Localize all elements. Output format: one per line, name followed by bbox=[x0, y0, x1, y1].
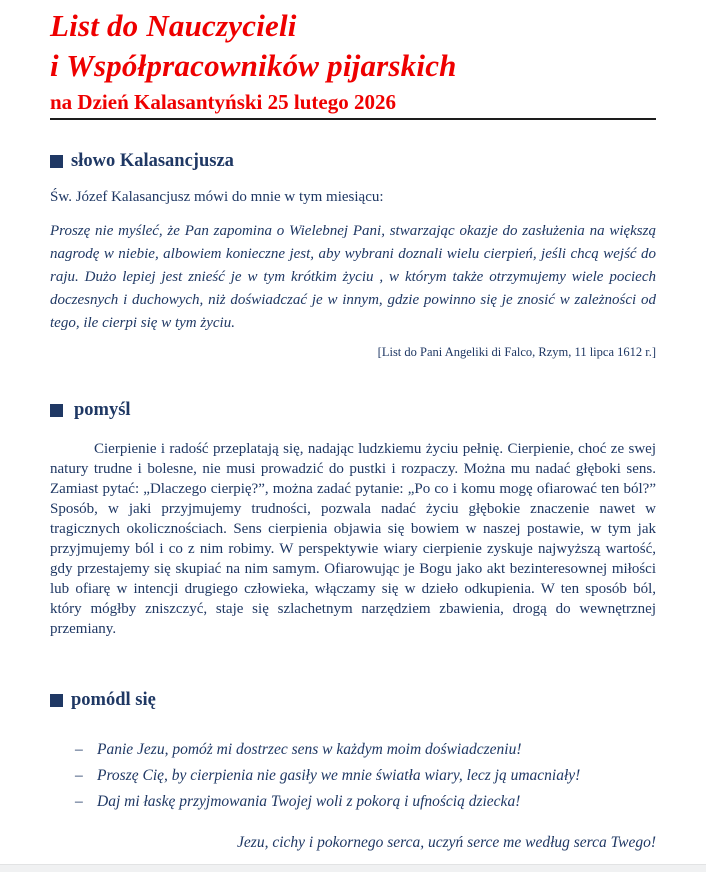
next-page-edge bbox=[0, 864, 706, 872]
section-pray bbox=[50, 689, 656, 853]
section-heading-think bbox=[50, 399, 656, 421]
word-quote-text: Proszę nie myśleć, że Pan zapomina o Wielebnej Pani, stwarzając okazje do zasłużenia na większą nagrodę w niebie, albowiem konieczne jest, aby wybrani doznali wielu cierpień, jeśli chcą wejść do raju. Dużo lepiej jest znieść je w tym krótkim życiu , w którym także otrzymujemy wiele pociech doczesnych i duchowych, niż doświadczać je w innym, gdzie powinno się je znosić w zależności od tego, ile cierpi się w tym życiu. bbox=[50, 223, 656, 331]
list-item bbox=[75, 789, 656, 815]
list-item bbox=[75, 737, 656, 763]
page-title-line-2: i Współpracowników pijarskich bbox=[50, 48, 457, 83]
prayer-item-text: Panie Jezu, pomóż mi dostrzec sens w każdym moim doświadczeniu! bbox=[97, 741, 522, 758]
section-heading-think-label: pomyśl bbox=[74, 400, 131, 420]
list-item bbox=[75, 763, 656, 789]
section-heading-word bbox=[50, 150, 656, 172]
masthead bbox=[50, 6, 656, 120]
masthead-divider bbox=[50, 118, 656, 120]
word-intro-text: Św. Józef Kalasancjusz mówi do mnie w tym miesiącu: bbox=[50, 189, 384, 205]
section-think bbox=[50, 399, 656, 639]
prayer-list bbox=[50, 737, 656, 815]
section-heading-word-label: słowo Kalasancjusza bbox=[71, 151, 234, 171]
think-body-text: Cierpienie i radość przeplatają się, nadając ludzkiemu życiu pełnię. Cierpienie, choć ze swej natury trudne i bolesne, nie musi prowadzić do pustki i rozpaczy. Można mu nadać głęboki sens. Zamiast pytać: „Dlaczego cierpię?”, można zadać pytanie: „Po co i komu mogę ofiarować ten ból?” Sposób, w jaki przyjmujemy trudności, pozwala nadać życiu głębokie znaczenie nawet w tragicznych okolicznościach. Sens cierpienia objawia się bowiem w naszej postawie, w tym jak przyjmujemy ból i co z nim robimy. W perspektywie wiary cierpienie zyskuje najwyższą wartość, gdy przestajemy się skupiać na nim samym. Ofiarowując je Bogu jako akt bezinteresownej miłości lub ofiarę w intencji drugiego człowieka, włączamy się w dzieło odkupienia. W ten sposób ból, który mógłby zniszczyć, staje się szlachetnym narzędziem zbawienia, drogą do wewnętrznej przemiany. bbox=[50, 441, 656, 637]
dash-bullet-icon: – bbox=[75, 793, 83, 810]
square-bullet-icon bbox=[50, 404, 63, 417]
page-subtitle: na Dzień Kalasantyński 25 lutego 2026 bbox=[50, 90, 396, 114]
section-word bbox=[50, 150, 656, 361]
word-quote-citation: [List do Pani Angeliki di Falco, Rzym, 11 lipca 1612 r.] bbox=[377, 345, 656, 359]
dash-bullet-icon: – bbox=[75, 767, 83, 784]
closing-prayer-text: Jezu, cichy i pokornego serca, uczyń serce me według serca Twego! bbox=[237, 834, 656, 851]
prayer-item-text: Daj mi łaskę przyjmowania Twojej woli z pokorą i ufnością dziecka! bbox=[97, 793, 521, 810]
section-heading-pray-label: pomódl się bbox=[71, 690, 156, 710]
square-bullet-icon bbox=[50, 694, 63, 707]
section-heading-pray bbox=[50, 689, 656, 711]
dash-bullet-icon: – bbox=[75, 741, 83, 758]
prayer-item-text: Proszę Cię, by cierpienia nie gasiły we mnie światła wiary, lecz ją umacniały! bbox=[97, 767, 581, 784]
square-bullet-icon bbox=[50, 155, 63, 168]
page-title-line-1: List do Nauczycieli bbox=[50, 8, 297, 43]
